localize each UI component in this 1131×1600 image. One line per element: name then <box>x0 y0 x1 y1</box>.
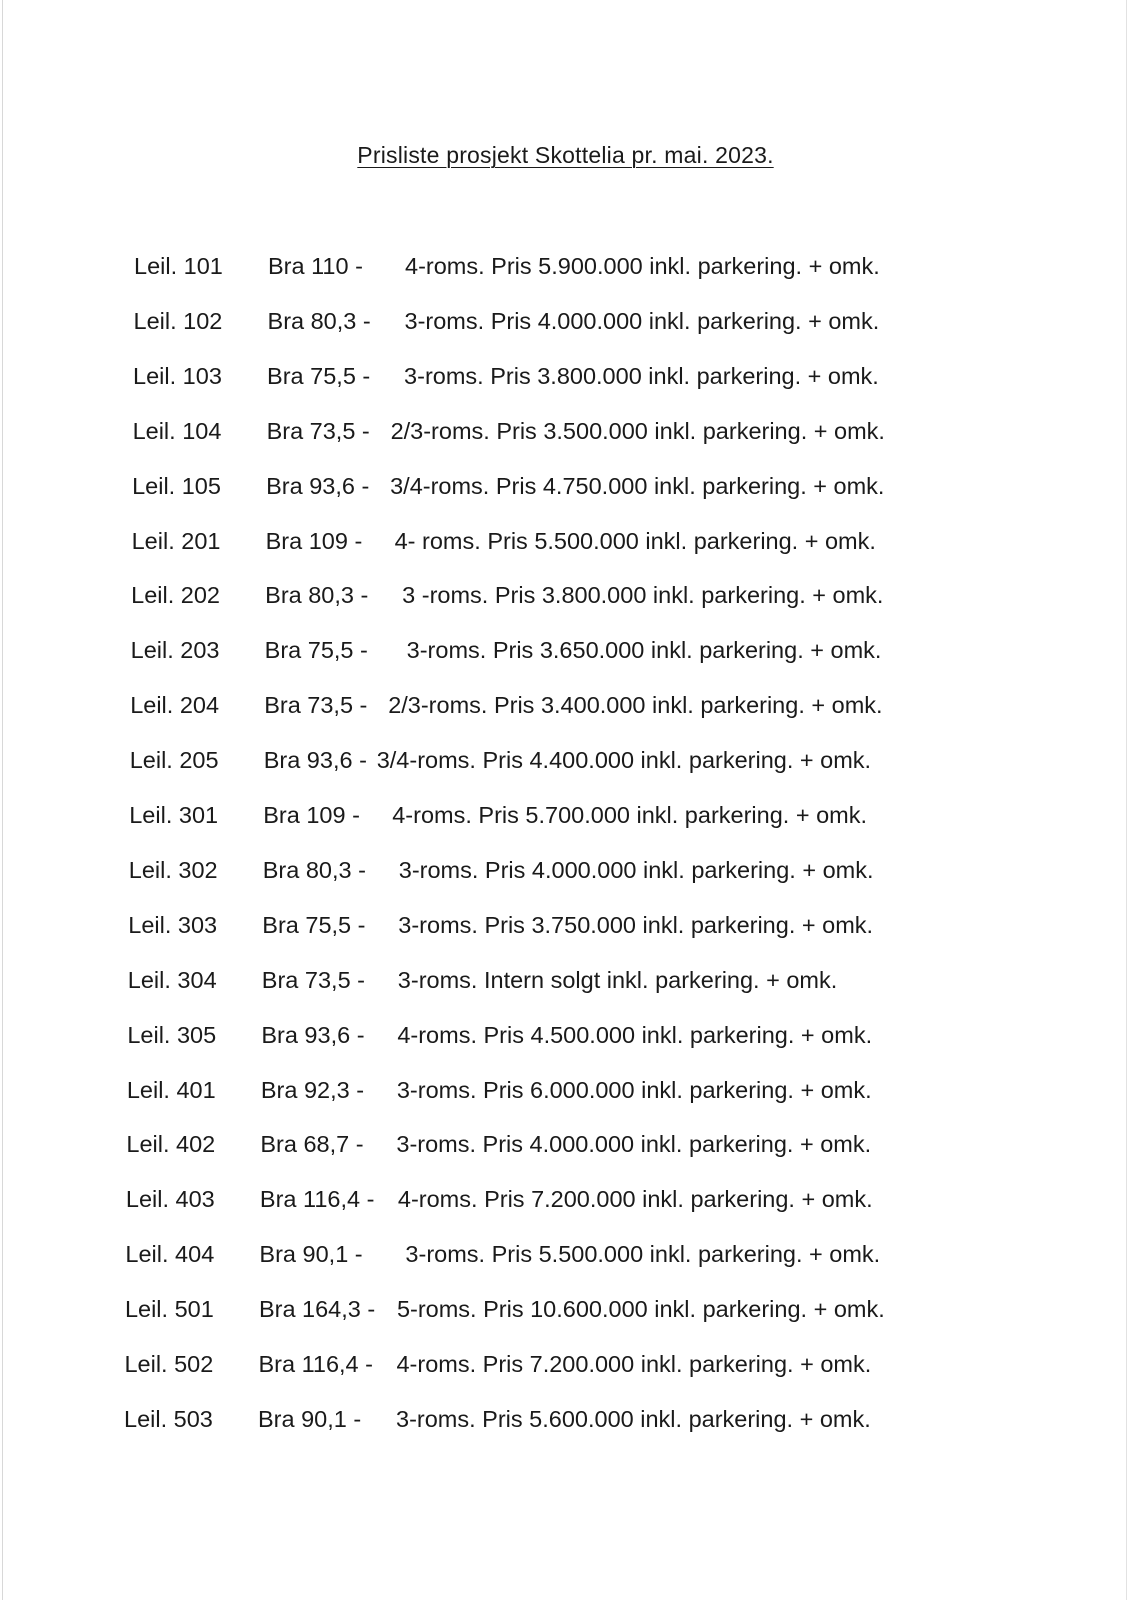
unit-number: Leil. 204 <box>130 692 220 719</box>
unit-area: Bra 93,6 - <box>263 747 367 774</box>
list-item <box>131 634 1100 666</box>
list-item <box>127 1074 1100 1106</box>
unit-description: 4- roms. Pris 5.500.000 inkl. parkering. + omk. <box>394 527 876 554</box>
unit-description: 4-roms. Pris 7.200.000 inkl. parkering. + omk. <box>396 1351 872 1377</box>
unit-number: Leil. 202 <box>131 582 220 609</box>
list-item <box>134 250 1100 282</box>
unit-description: 4-roms. Pris 4.500.000 inkl. parkering. + omk. <box>397 1021 873 1048</box>
unit-number: Leil. 101 <box>134 253 223 279</box>
unit-area: Bra 80,3 - <box>267 307 371 334</box>
unit-area: Bra 80,3 - <box>262 856 366 883</box>
unit-area: Bra 92,3 - <box>260 1076 365 1103</box>
list-item <box>127 1019 1100 1051</box>
list-item <box>126 1183 1100 1215</box>
unit-description: 2/3-roms. Pris 3.400.000 inkl. parkering. + omk. <box>388 692 883 719</box>
unit-description: 3-roms. Pris 6.000.000 inkl. parkering. + omk. <box>396 1076 872 1103</box>
list-item <box>128 909 1100 941</box>
unit-area: Bra 110 - <box>268 253 363 279</box>
unit-description: 5-roms. Pris 10.600.000 inkl. parkering. + omk. <box>396 1296 885 1323</box>
unit-description: 3-roms. Pris 3.650.000 inkl. parkering. + omk. <box>406 637 882 664</box>
unit-description: 2/3-roms. Pris 3.500.000 inkl. parkering. + omk. <box>390 417 885 444</box>
unit-number: Leil. 403 <box>125 1186 215 1213</box>
unit-area: Bra 164,3 - <box>258 1296 376 1323</box>
list-item <box>128 964 1100 996</box>
unit-number: Leil. 401 <box>126 1076 216 1103</box>
list-item <box>124 1403 1100 1435</box>
unit-description: 3-roms. Pris 5.500.000 inkl. parkering. + omk. <box>405 1241 881 1268</box>
unit-description: 3-roms. Pris 4.000.000 inkl. parkering. + omk. <box>398 856 874 883</box>
list-item <box>129 799 1100 831</box>
unit-number: Leil. 501 <box>124 1296 214 1323</box>
unit-number: Leil. 404 <box>125 1241 215 1268</box>
unit-description: 4-roms. Pris 5.900.000 inkl. parkering. + omk. <box>405 253 880 279</box>
list-item <box>133 415 1100 447</box>
unit-number: Leil. 302 <box>128 856 218 883</box>
list-item <box>133 360 1100 392</box>
list-item <box>132 525 1100 557</box>
unit-area: Bra 90,1 - <box>259 1241 363 1268</box>
document-title: Prisliste prosjekt Skottelia pr. mai. 2023. <box>357 142 774 168</box>
unit-description: 3-roms. Pris 3.800.000 inkl. parkering. + omk. <box>404 362 879 389</box>
unit-number: Leil. 102 <box>133 307 223 334</box>
unit-area: Bra 80,3 - <box>265 582 369 609</box>
list-item <box>131 579 1100 611</box>
unit-area: Bra 73,5 - <box>264 692 368 719</box>
unit-description: 3-roms. Intern solgt inkl. parkering. + omk. <box>397 966 838 993</box>
list-item <box>134 305 1100 337</box>
unit-number: Leil. 303 <box>128 911 218 938</box>
unit-description: 4-roms. Pris 5.700.000 inkl. parkering. + omk. <box>392 802 868 828</box>
list-item <box>129 854 1100 886</box>
unit-area: Bra 93,6 - <box>266 472 370 499</box>
list-item <box>125 1238 1100 1270</box>
unit-area: Bra 68,7 - <box>260 1131 364 1158</box>
unit-number: Leil. 103 <box>133 362 222 389</box>
unit-area: Bra 93,6 - <box>261 1021 365 1048</box>
unit-area: Bra 73,5 - <box>261 966 365 993</box>
list-item <box>130 744 1100 776</box>
list-item <box>130 689 1100 721</box>
unit-description: 4-roms. Pris 7.200.000 inkl. parkering. + omk. <box>397 1186 873 1213</box>
unit-description: 3-roms. Pris 4.000.000 inkl. parkering. + omk. <box>396 1131 872 1158</box>
unit-area: Bra 109 - <box>265 527 363 554</box>
unit-number: Leil. 203 <box>130 637 220 664</box>
unit-area: Bra 75,5 - <box>267 362 371 389</box>
unit-number: Leil. 201 <box>131 527 221 554</box>
unit-description: 3/4-roms. Pris 4.750.000 inkl. parkering. + omk. <box>390 472 885 499</box>
unit-description: 3-roms. Pris 4.000.000 inkl. parkering. + omk. <box>404 307 880 334</box>
list-item <box>126 1128 1100 1160</box>
unit-number: Leil. 205 <box>129 747 219 774</box>
unit-description: 3 -roms. Pris 3.800.000 inkl. parkering. + omk. <box>402 582 884 609</box>
unit-description: 3-roms. Pris 5.600.000 inkl. parkering. + omk. <box>396 1405 871 1432</box>
unit-number: Leil. 305 <box>127 1021 217 1048</box>
unit-area: Bra 73,5 - <box>266 417 370 444</box>
unit-area: Bra 75,5 - <box>262 911 366 938</box>
unit-area: Bra 116,4 - <box>259 1186 375 1213</box>
unit-number: Leil. 301 <box>129 802 219 828</box>
unit-number: Leil. 503 <box>124 1405 213 1432</box>
unit-number: Leil. 502 <box>124 1351 214 1377</box>
unit-area: Bra 109 - <box>263 802 360 828</box>
unit-number: Leil. 105 <box>132 472 221 499</box>
list-item <box>132 470 1100 502</box>
unit-description: 3-roms. Pris 3.750.000 inkl. parkering. + omk. <box>398 911 874 938</box>
unit-area: Bra 90,1 - <box>258 1405 362 1432</box>
unit-number: Leil. 104 <box>132 417 222 444</box>
unit-description: 3/4-roms. Pris 4.400.000 inkl. parkering. + omk. <box>376 747 872 774</box>
unit-number: Leil. 304 <box>127 966 217 993</box>
unit-area: Bra 75,5 - <box>264 637 368 664</box>
unit-number: Leil. 402 <box>126 1131 216 1158</box>
unit-area: Bra 116,4 - <box>258 1351 373 1377</box>
list-item <box>124 1348 1100 1380</box>
list-item <box>125 1293 1100 1325</box>
